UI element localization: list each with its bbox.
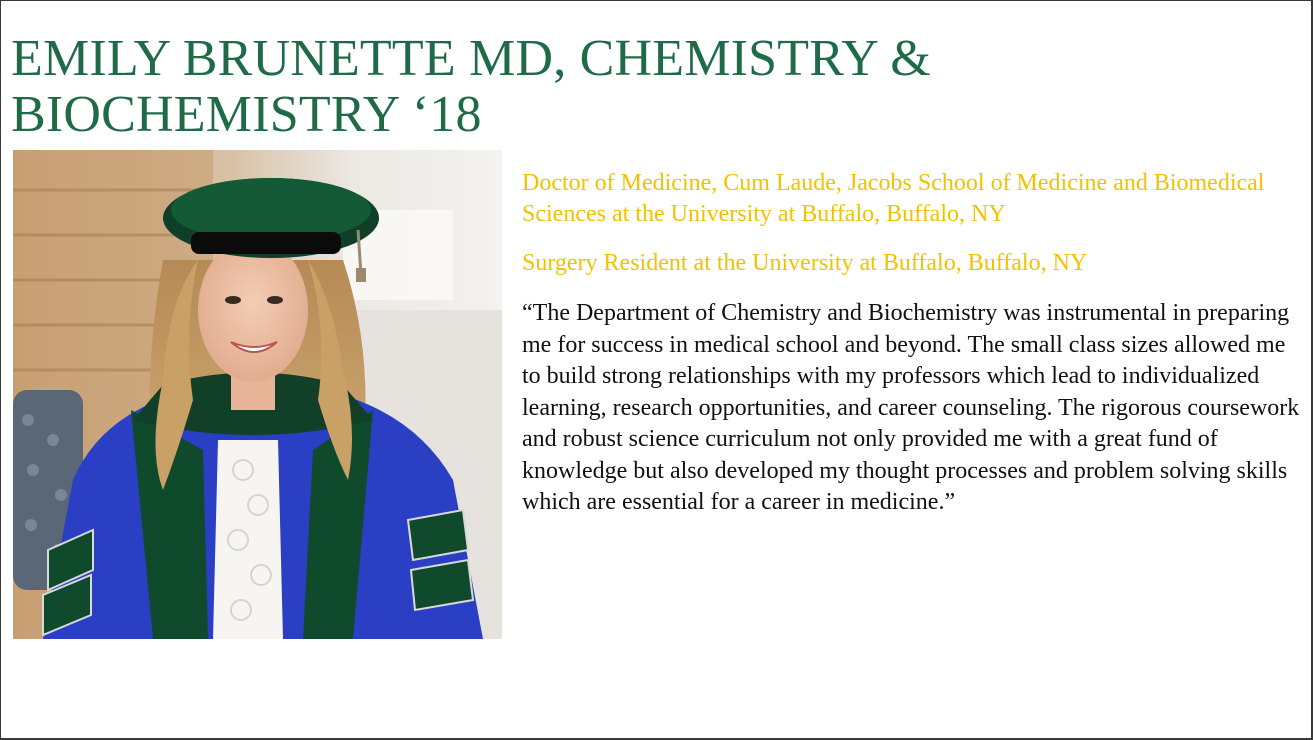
bio-text [522, 168, 1302, 519]
graduate-portrait-photo [13, 150, 502, 639]
portrait-illustration [13, 150, 502, 639]
credential-degree: Doctor of Medicine, Cum Laude, Jacobs School of Medicine and Biomedical Sciences at the University at Buffalo, Buffalo, NY [522, 170, 1265, 227]
page-title: EMILY BRUNETTE MD, CHEMISTRY & BIOCHEMISTRY ‘18 [11, 30, 931, 143]
credential-residency: Surgery Resident at the University at Buffalo, Buffalo, NY [522, 250, 1088, 276]
testimonial-quote: “The Department of Chemistry and Biochemistry was instrumental in preparing me for success in medical school and beyond. The small class sizes allowed me to build strong relationships with my professors which lead to individualized learning, research opportunities, and career counseling. The rigorous coursework and robust science curriculum not only provided me with a great fund of knowledge but also developed my thought processes and problem solving skills which are essential for a career in medicine.” [522, 300, 1300, 515]
